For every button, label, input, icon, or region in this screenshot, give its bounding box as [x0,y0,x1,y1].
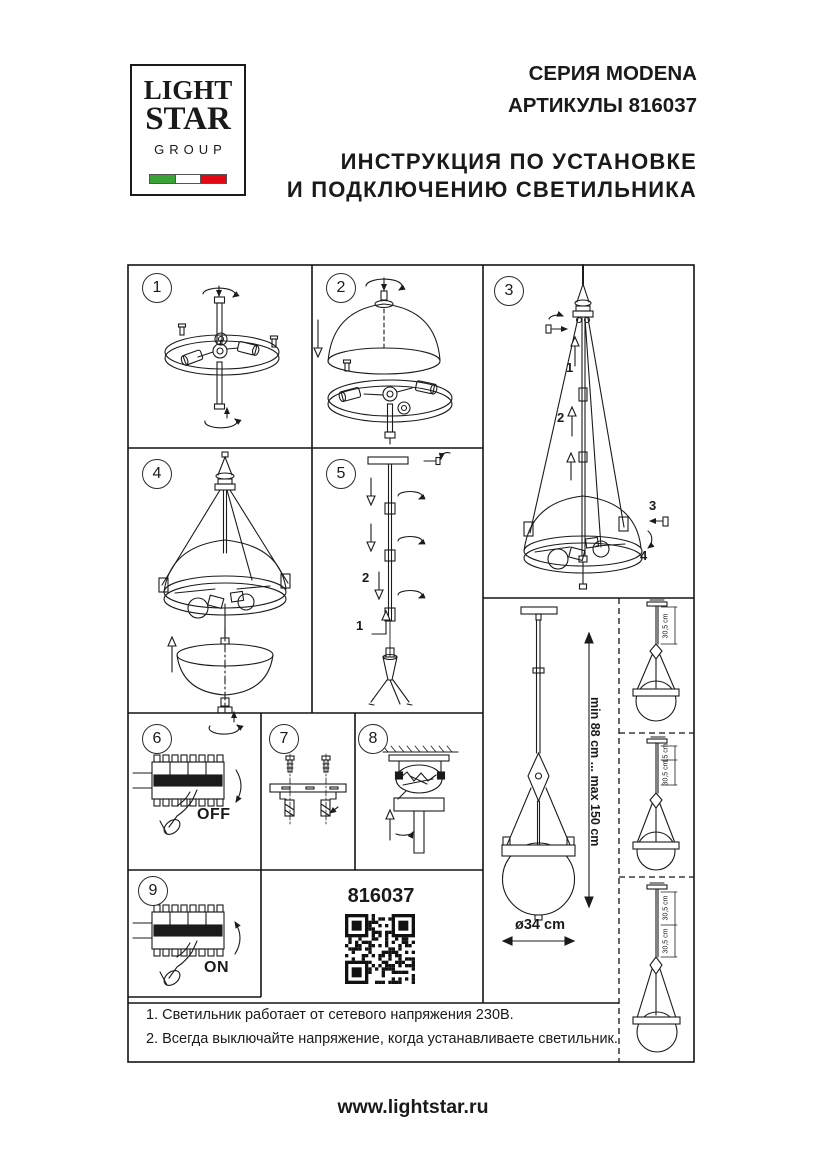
breaker-on-label: ON [204,959,229,976]
diagram-variant-short-long-rod [633,737,679,870]
series-title: СЕРИЯ MODENA [528,62,697,85]
note-line-1: 1. Светильник работает от сетевого напряжения 230В. [146,1007,514,1023]
diameter-label: ø34 cm [515,917,565,933]
panel-number-2: 2 [326,273,356,303]
panel-number-3: 3 [494,276,524,306]
panel-number-9: 9 [138,876,168,906]
diagram-overall-dimensions [502,607,593,945]
article-title: АРТИКУЛЫ 816037 [507,94,697,117]
website-url: www.lightstar.ru [337,1096,489,1118]
diagram-variant-one-rod [633,600,679,721]
logo-word-group: GROUP [154,142,227,157]
rod-dim-b2: 30,5 cm [662,760,670,786]
panel5-step-1: 1 [356,618,364,633]
panel5-step-2: 2 [362,570,370,585]
rod-dim-a1: 30,5 cm [662,613,670,639]
panel-number-8: 8 [358,724,388,754]
rod-dim-c1: 30,5 cm [662,895,670,921]
note-line-2: 2. Всегда выключайте напряжение, когда устанавливаете светильник. [146,1031,618,1047]
panel-number-5: 5 [326,459,356,489]
panel-number-6: 6 [142,724,172,754]
logo-word-star: STAR [145,101,231,137]
diagram-step4-glass-bowl [159,452,290,734]
diagram-step6-breaker-off [133,755,241,837]
article-code: 816037 [347,885,415,907]
panel3-step-1: 1 [566,360,574,375]
logo-word-light: LIGHT [143,75,233,105]
diagram-step5-rod-sections [367,453,450,705]
diagram-step7-mounting-bracket [270,754,346,824]
rod-dim-b1: 15 cm [662,743,670,763]
panel-number-1: 1 [142,273,172,303]
panel3-step-3: 3 [649,498,657,513]
diagram-step8-ceiling-wiring [383,746,458,853]
rod-dim-c2: 30,5 cm [662,928,670,954]
diagram-step1-ring-assembly [165,286,279,428]
diagram-variant-two-rods [633,883,680,1052]
qr-code [345,914,415,984]
diagram-step3-suspension-adjust [524,265,668,589]
breaker-off-label: OFF [197,806,231,823]
diagram-step2-shade-mounting [314,278,452,444]
panel3-step-2: 2 [557,410,565,425]
height-range-label: min 88 cm ... max 150 cm [588,697,602,847]
panel-number-7: 7 [269,724,299,754]
instruction-title-line2: И ПОДКЛЮЧЕНИЮ СВЕТИЛЬНИКА [286,177,697,202]
instruction-title-line1: ИНСТРУКЦИЯ ПО УСТАНОВКЕ [340,149,697,174]
panel-number-4: 4 [142,459,172,489]
panel3-step-4: 4 [640,548,648,563]
